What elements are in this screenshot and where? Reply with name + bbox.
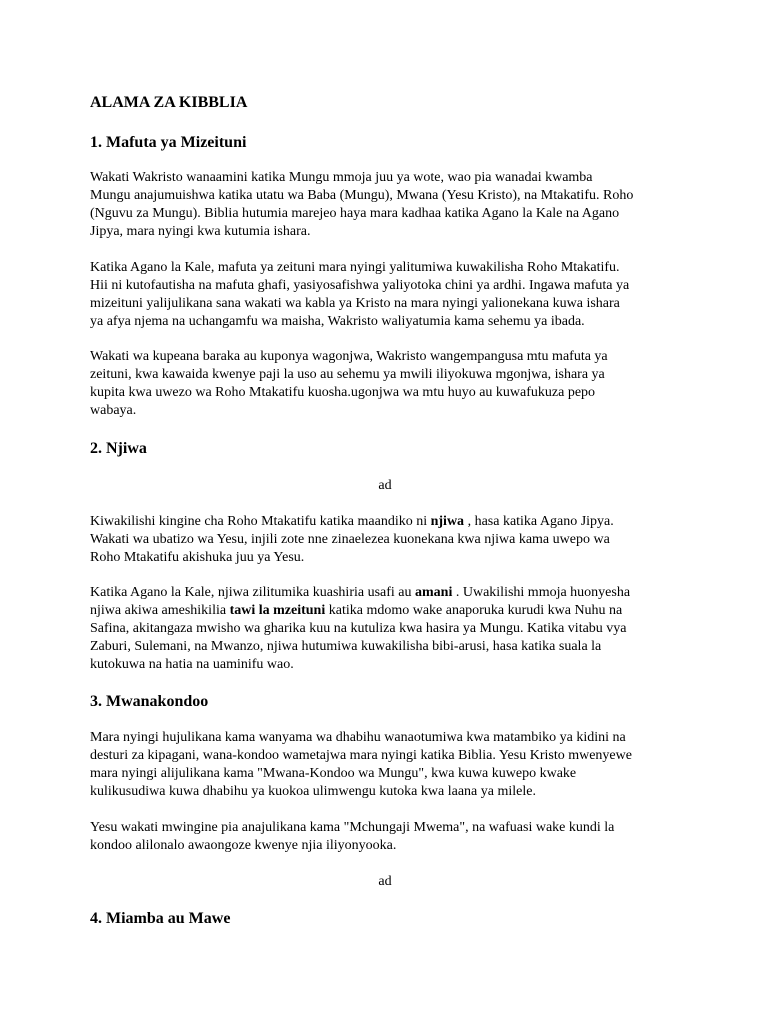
text-line bbox=[90, 602, 680, 620]
emphasis-text: tawi la mzeituni bbox=[229, 603, 326, 618]
text-run: njiwa akiwa ameshikilia bbox=[90, 603, 230, 618]
paragraph bbox=[90, 513, 680, 567]
text-line: Jipya, mara nyingi kwa kutumia ishara. bbox=[90, 224, 311, 239]
text-line: Zaburi, Sulemani, na Mwanzo, njiwa hutumiwa kuwakilisha bibi-arusi, hasa katika suala la bbox=[90, 639, 602, 654]
paragraph bbox=[90, 259, 680, 331]
section-heading-njiwa: 2. Njiwa bbox=[90, 440, 147, 457]
emphasis-text: njiwa bbox=[430, 514, 465, 529]
text-line: mara nyingi alijulikana kama "Mwana-Kondoo wa Mungu", kwa kuwa kuwepo kwake bbox=[90, 766, 577, 781]
section-heading-mafuta: 1. Mafuta ya Mizeituni bbox=[90, 134, 247, 151]
section-heading-mwanakondoo: 3. Mwanakondoo bbox=[90, 693, 209, 710]
text-run: Kiwakilishi kingine cha Roho Mtakatifu katika maandiko ni bbox=[90, 514, 431, 529]
paragraph bbox=[90, 584, 680, 674]
text-line bbox=[90, 584, 680, 602]
text-line: Katika Agano la Kale, mafuta ya zeituni mara nyingi yalitumiwa kuwakilisha Roho Mtakatifu. bbox=[90, 260, 620, 275]
ad-placeholder[interactable]: ad bbox=[378, 478, 392, 493]
ad-placeholder[interactable]: ad bbox=[378, 874, 392, 889]
text-line: ya afya njema na uchangamfu wa maisha, Wakristo waliyatumia kama sehemu ya ibada. bbox=[90, 314, 585, 329]
text-line: Wakati Wakristo wanaamini katika Mungu mmoja juu ya wote, wao pia wanadai kwamba bbox=[90, 170, 593, 185]
text-line: (Nguvu za Mungu). Biblia hutumia marejeo haya mara kadhaa katika Agano la Kale na Agano bbox=[90, 206, 620, 221]
text-run: katika mdomo wake anaporuka kurudi kwa Nuhu na bbox=[325, 603, 623, 618]
text-line bbox=[90, 513, 680, 531]
text-line: desturi za kipagani, wana-kondoo wametajwa mara nyingi katika Biblia. Yesu Kristo mwenyewe bbox=[90, 748, 632, 763]
document-title: ALAMA ZA KIBBLIA bbox=[90, 94, 248, 111]
paragraph bbox=[90, 819, 680, 855]
paragraph bbox=[90, 729, 680, 801]
text-line: kondoo alilonalo awaongoze kwenye njia iliyonyooka. bbox=[90, 838, 397, 853]
text-line: Roho Mtakatifu akishuka juu ya Yesu. bbox=[90, 550, 305, 565]
text-line: Hii ni kutofautisha na mafuta ghafi, yasiyosafishwa yaliyotoka chini ya ardhi. Ingawa mafuta ya bbox=[90, 278, 630, 293]
text-run: . Uwakilishi mmoja huonyesha bbox=[452, 585, 631, 600]
text-line: Yesu wakati mwingine pia anajulikana kama "Mchungaji Mwema", na wafuasi wake kundi la bbox=[90, 820, 615, 835]
section-heading-miamba: 4. Miamba au Mawe bbox=[90, 910, 231, 927]
text-line: Safina, akitangaza mwisho wa gharika kuu na kutuliza kwa hasira ya Mungu. Katika vitabu vya bbox=[90, 621, 627, 636]
text-line: wabaya. bbox=[90, 403, 137, 418]
emphasis-text: amani bbox=[415, 585, 453, 600]
text-line: Mungu anajumuishwa katika utatu wa Baba (Mungu), Mwana (Yesu Kristo), na Mtakatifu. Roho bbox=[90, 188, 634, 203]
paragraph bbox=[90, 169, 680, 241]
text-line: Wakati wa ubatizo wa Yesu, injili zote nne zinaelezea kuonekana kwa njiwa kama uwepo wa bbox=[90, 532, 610, 547]
text-line: mizeituni yalijulikana sana wakati wa kabla ya Kristo na mara nyingi yalionekana kuwa ishara bbox=[90, 296, 620, 311]
text-line: Mara nyingi hujulikana kama wanyama wa dhabihu wanaotumiwa kwa matambiko ya kidini na bbox=[90, 730, 626, 745]
text-line: kulikusudiwa kuwa dhabihu ya kuokoa ulimwengu kutoka kwa laana ya milele. bbox=[90, 784, 536, 799]
paragraph bbox=[90, 348, 680, 420]
text-line: Wakati wa kupeana baraka au kuponya wagonjwa, Wakristo wangempangusa mtu mafuta ya bbox=[90, 349, 608, 364]
text-line: zeituni, kwa kawaida kwenye paji la uso au sehemu ya mwili iliyokuwa mgonjwa, ishara ya bbox=[90, 367, 605, 382]
text-run: , hasa katika Agano Jipya. bbox=[464, 514, 614, 529]
text-line: kutokuwa na hatia na uaminifu wao. bbox=[90, 657, 294, 672]
text-run: Katika Agano la Kale, njiwa zilitumika kuashiria usafi au bbox=[90, 585, 416, 600]
text-line: kupita kwa uwezo wa Roho Mtakatifu kuosha.ugonjwa wa mtu huyo au kuwafukuza pepo bbox=[90, 385, 596, 400]
